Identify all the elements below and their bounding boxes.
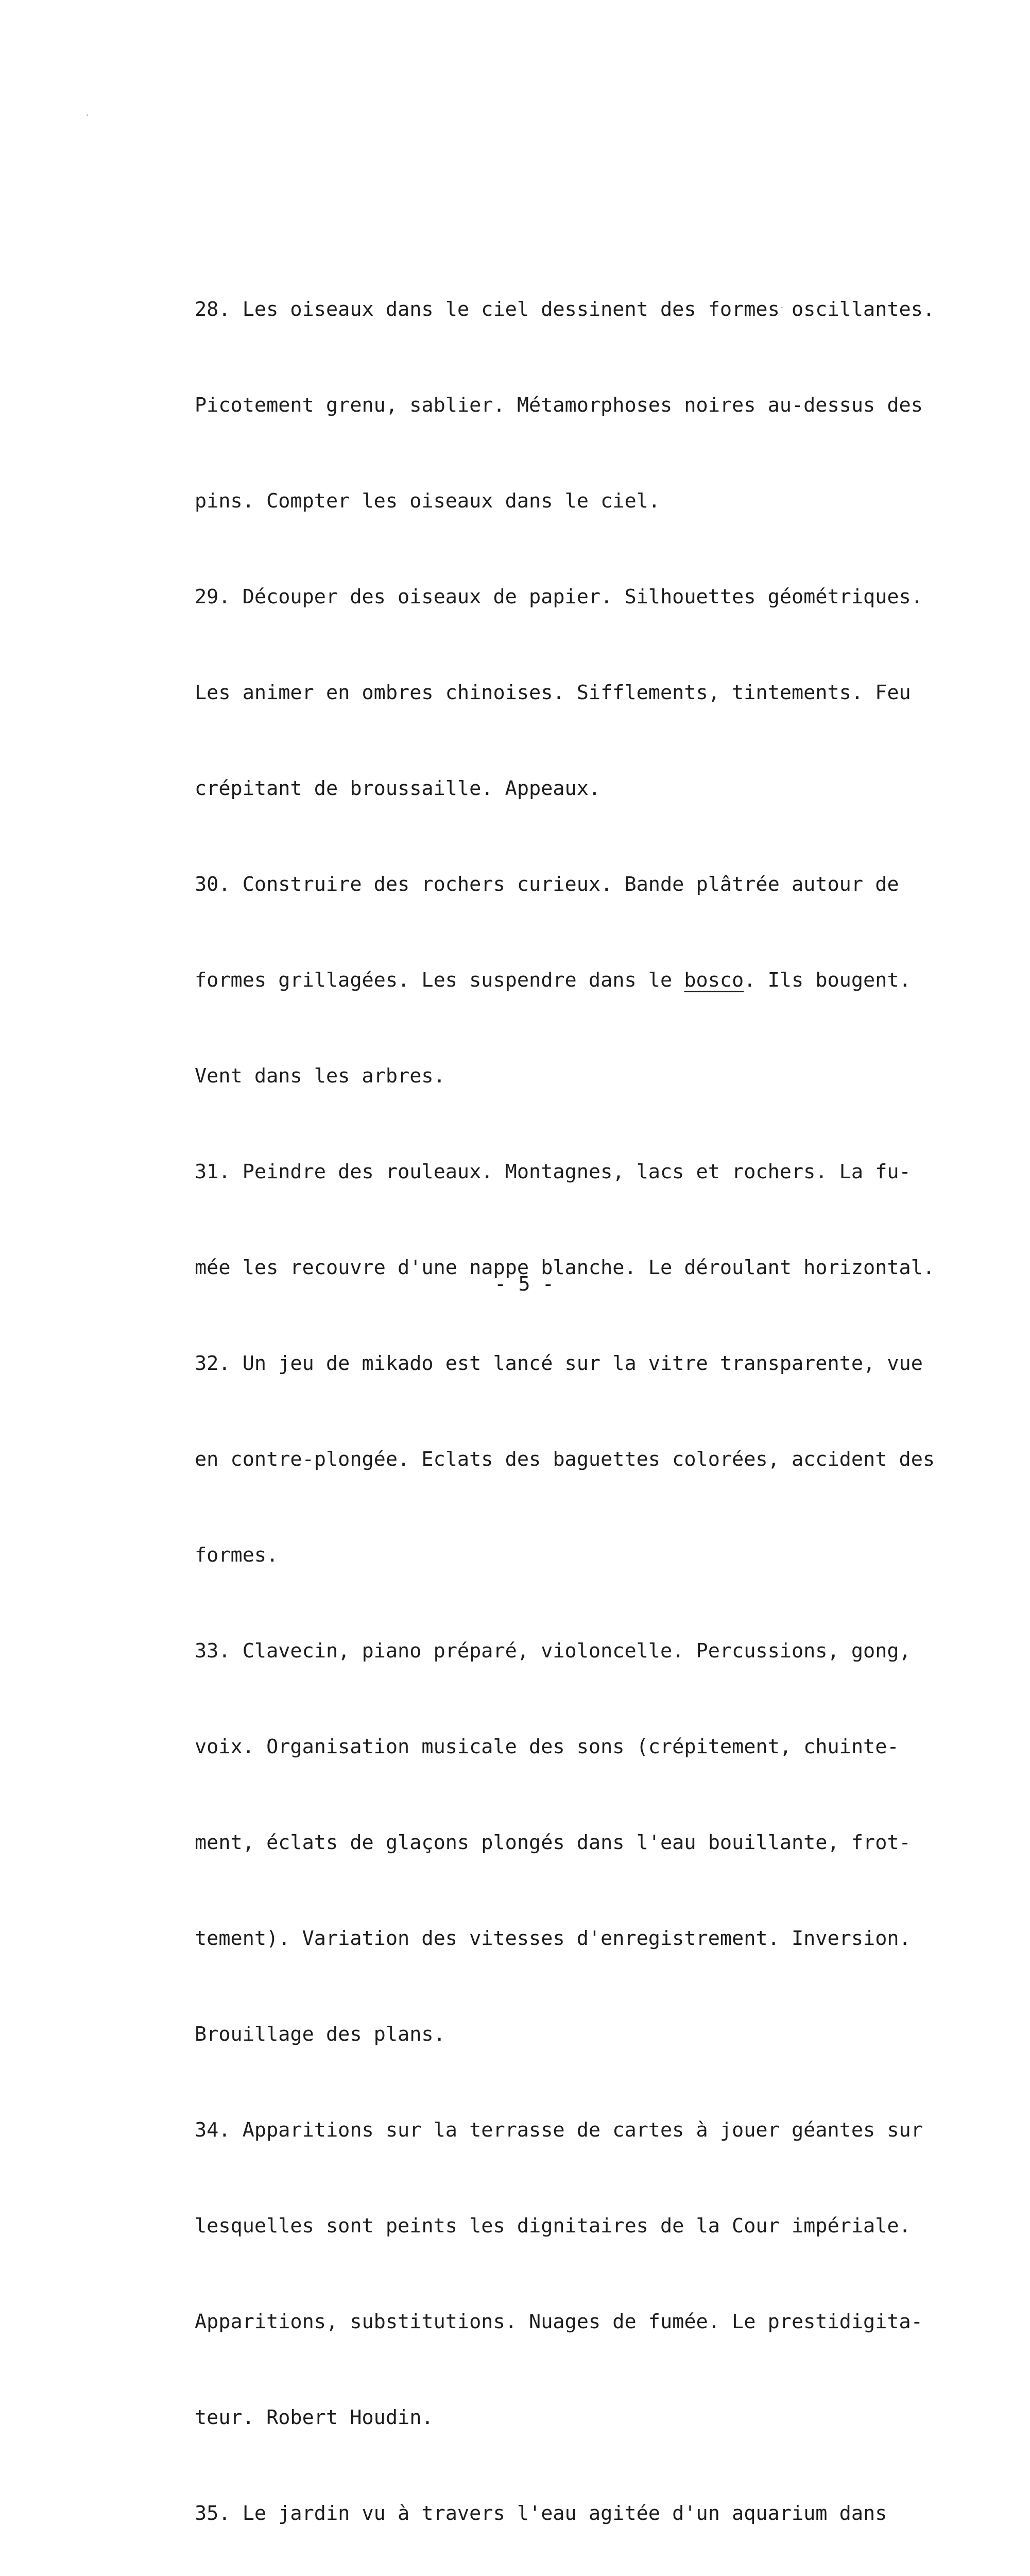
text-line: 29. Découper des oiseaux de papier. Silhouettes géométriques.: [195, 585, 923, 608]
scan-speck: [87, 114, 88, 116]
text-line: 32. Un jeu de mikado est lancé sur la vitre transparente, vue: [195, 1352, 923, 1375]
text-line-with-underline: [195, 964, 916, 996]
text-line: Les animer en ombres chinoises. Sifflements, tintements. Feu: [195, 681, 911, 704]
body-text: [195, 230, 935, 2576]
text-line: 30. Construire des rochers curieux. Bande plâtrée autour de: [195, 873, 899, 896]
text-line: Vent dans les arbres.: [195, 1064, 445, 1088]
text-line: voix. Organisation musicale des sons (crépitement, chuinte-: [195, 1735, 899, 1758]
text-line: tement). Variation des vitesses d'enregistrement. Inversion.: [195, 1927, 911, 1950]
text-line: 31. Peindre des rouleaux. Montagnes, lacs et rochers. La fu-: [195, 1160, 911, 1183]
text-line: teur. Robert Houdin.: [195, 2406, 434, 2429]
text-line: Apparitions, substitutions. Nuages de fumée. Le prestidigita-: [195, 2310, 923, 2333]
text-line: mée les recouvre d'une nappe blanche. Le déroulant horizontal.: [195, 1256, 935, 1279]
text-line: lesquelles sont peints les dignitaires de la Cour impériale.: [195, 2214, 911, 2238]
text-line: Brouillage des plans.: [195, 2023, 445, 2046]
text-line: ment, éclats de glaçons plongés dans l'eau bouillante, frot-: [195, 1831, 911, 1854]
underlined-word: bosco: [684, 969, 744, 992]
text-line: 34. Apparitions sur la terrasse de cartes à jouer géantes sur: [195, 2119, 923, 2142]
text-line: en contre-plongée. Eclats des baguettes colorées, accident des: [195, 1448, 935, 1471]
page-number: - 5 -: [494, 1273, 554, 1296]
text-line: 35. Le jardin vu à travers l'eau agitée d'un aquarium dans: [195, 2502, 887, 2525]
text-line: 28. Les oiseaux dans le ciel dessinent des formes oscillantes.: [195, 298, 935, 321]
text-line: crépitant de broussaille. Appeaux.: [195, 777, 601, 800]
text-line: pins. Compter les oiseaux dans le ciel.: [195, 489, 660, 513]
text-line: formes.: [195, 1544, 279, 1567]
text-segment: formes grillagées. Les suspendre dans le: [195, 969, 684, 992]
text-line: Picotement grenu, sablier. Métamorphoses noires au-dessus des: [195, 394, 923, 417]
text-line: 33. Clavecin, piano préparé, violoncelle. Percussions, gong,: [195, 1639, 911, 1663]
text-segment: . Ils bougent.: [744, 969, 911, 992]
